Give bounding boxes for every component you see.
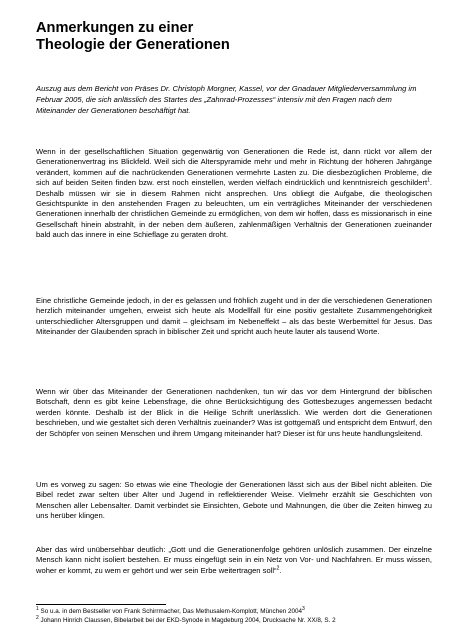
footnote-2-text: Johann Hinrich Claussen, Bibelarbeit bei der EKD-Synode in Magdeburg 2004, Drucksache Nr. XX/8, S. 2 <box>38 617 336 624</box>
paragraph-1-text-b: . Deshalb müssen wir sie in diesem Rahmen nicht ansprechen. Uns obliegt die Aufgabe, die theologischen Gesichtspunkte in den anstehenden Fragen zu beleuchten, um ein verträgliches Miteinander der verschiedenen Generationen innerhalb der christlichen Gemeinde zu ermöglichen, von dem wir hoffen, dass es missionarisch in eine Gesellschaft hinein abstrahlt, in der neben dem äußeren, zahlenmäßigen Verhältnis der Generationen zueinander bald auch das innere in eine Schieflage zu geraten droht. <box>36 178 432 240</box>
body-paragraph-2: Eine christliche Gemeinde jedoch, in der es gelassen und fröhlich zugeht und in der die verschiedenen Generationen herzlich miteinander umgehen, erweist sich heute als Modellfall für eine positiv gestaltete Zusammengehörigkeit unterschiedlicher Altersgruppen und damit – gleichsam im Nebeneffekt – als das beste Werbemittel für Jesus. Das Miteinander der Glaubenden sprach in biblischer Zeit und spricht auch heute lauter als tausend Worte. <box>36 296 432 337</box>
footnote-2-number: 2 <box>36 614 39 621</box>
footnote-2 <box>36 614 432 625</box>
intro-paragraph: Auszug aus dem Bericht von Präses Dr. Christoph Morgner, Kassel, vor der Gnadauer Mitgliederversammlung im Februar 2005, die sich anlässlich des Startes des „Zahnrad-Prozesses“ intensiv mit den Fragen nach dem Miteinander der Generationen beschäftigt hat. <box>36 84 417 115</box>
title-line-2: Theologie der Generationen <box>36 37 230 53</box>
paragraph-5-text-b: . <box>279 565 282 575</box>
paragraph-5-text-a: Aber das wird unübersehbar deutlich: „Gott und die Generationenfolge gehören unlöslich zusammen. Der einzelne Mensch kann nicht isoliert bestehen. Er muss eingefügt sein in ein Netz von Vor- und Nachfahren. Er muss wissen, woher er kommt, zu wem er gehört und wer sein Erbe weitertragen soll“ <box>36 545 432 575</box>
body-paragraph-1 <box>36 147 432 241</box>
footnote-1-number: 1 <box>36 605 39 612</box>
footnote-divider <box>36 604 166 605</box>
body-paragraph-3: Wenn wir über das Miteinander der Generationen nachdenken, tun wir das vor dem Hintergrund der biblischen Botschaft, denn es gibt keine Lebensfrage, die ohne Berücksichtigung des Gottesbezuges angemessen bedacht werden könnte. Deshalb ist der Blick in die Heilige Schrift unerlässlich. Wie werden dort die Generationen beschrieben, und wie gestaltet sich deren Verhältnis zueinander? Was ist gottgemäß und entspricht dem Entwurf, den der Schöpfer von seinen Menschen und ihrem Umgang miteinander hat? Dieser ist für uns heute handlungsleitend. <box>36 387 432 438</box>
page-title <box>36 20 436 54</box>
footnote-1-text: So u.a. in dem Bestseller von Frank Schirrmacher, Das Methusalem-Komplott, München 2004 <box>38 608 302 615</box>
body-paragraph-4: Um es vorweg zu sagen: So etwas wie eine Theologie der Generationen lässt sich aus der Bibel nicht ableiten. Die Bibel redet zwar selten über Alter und Jugend in reflektierender Weise. Vielmehr erzählt sie Geschichten von Menschen aller Lebensalter. Damit verbindet sie Einsichten, Gebote und Mahnungen, die über die Zeiten hinweg zu uns herüber klingen. <box>36 480 432 521</box>
footnote-1 <box>36 605 432 616</box>
footnote-ref-1: 1 <box>427 177 430 184</box>
title-line-1: Anmerkungen zu einer <box>36 20 194 36</box>
body-paragraph-5 <box>36 545 432 576</box>
paragraph-1-text-a: Wenn in der gesellschaftlichen Situation gegenwärtig von Generationen die Rede ist, dann rückt vor allem der Generationenvertrag ins Blickfeld. Weil sich die Alterspyramide mehr und mehr in Richtung der höheren Jahrgänge verändert, kommen auf die nachrückenden Generationen vermehrte Lasten zu. Die diesbezüglichen Probleme, die sich auf beiden Seiten finden bzw. erst noch einstellen, werden vielfach eindrücklich und kenntnisreich geschildert <box>36 147 432 188</box>
footnote-ref-2: 2 <box>276 565 280 572</box>
footnote-1-superscript: 3 <box>301 605 305 612</box>
